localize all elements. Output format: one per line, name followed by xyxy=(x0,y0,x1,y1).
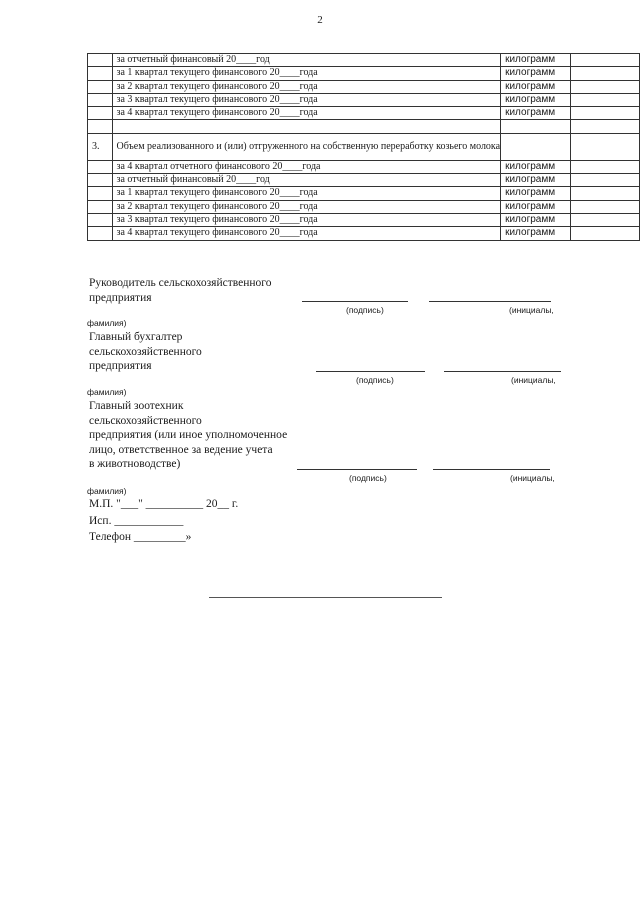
surname-caption: фамилия) xyxy=(87,486,127,496)
row-text-cell: за 4 квартал текущего финансового 20____года xyxy=(112,107,501,120)
row-unit-cell: килограмм xyxy=(501,107,571,120)
row-value-cell xyxy=(571,93,640,106)
row-value-cell xyxy=(571,200,640,213)
row-unit-cell: килограмм xyxy=(501,93,571,106)
row-unit-cell xyxy=(501,120,571,133)
executor-line: Исп. ____________ xyxy=(89,515,184,527)
signer-accountant-label: Главный бухгалтер сельскохозяйственного предприятия xyxy=(89,331,202,372)
row-value-cell xyxy=(571,67,640,80)
row-number-cell xyxy=(88,93,113,106)
surname-caption: фамилия) xyxy=(87,318,127,328)
row-number-cell xyxy=(88,200,113,213)
signature-caption: (подпись) xyxy=(356,375,394,385)
row-text-cell: за отчетный финансовый 20____год xyxy=(112,174,501,187)
row-unit-cell: килограмм xyxy=(501,187,571,200)
row-value-cell xyxy=(571,187,640,200)
row-value-cell xyxy=(571,120,640,133)
row-text-cell: за 1 квартал текущего финансового 20____года xyxy=(112,187,501,200)
row-number-cell xyxy=(88,213,113,226)
row-text-cell xyxy=(112,120,501,133)
signer-zootech-label: Главный зоотехник сельскохозяйственного предприятия (или иное уполномоченное лицо, ответственное за ведение учета в животноводстве) xyxy=(89,400,288,470)
table-row xyxy=(88,67,640,80)
table-row xyxy=(88,213,640,226)
row-unit-cell: килограмм xyxy=(501,227,571,240)
row-value-cell xyxy=(571,80,640,93)
row-unit-cell: килограмм xyxy=(501,160,571,173)
phone-line: Телефон _________» xyxy=(89,531,192,543)
row-unit-cell: килограмм xyxy=(501,54,571,67)
row-number-cell: 3. xyxy=(88,133,113,160)
row-text-cell: за отчетный финансовый 20____год xyxy=(112,54,501,67)
table-row xyxy=(88,54,640,67)
row-value-cell xyxy=(571,160,640,173)
row-number-cell xyxy=(88,80,113,93)
row-text-cell: за 4 квартал текущего финансового 20____года xyxy=(112,227,501,240)
row-value-cell xyxy=(571,174,640,187)
row-number-cell xyxy=(88,160,113,173)
row-text-cell: Объем реализованного и (или) отгруженного на собственную переработку козьего молока xyxy=(112,133,501,160)
row-text-cell: за 1 квартал текущего финансового 20____года xyxy=(112,67,501,80)
initials-line xyxy=(429,301,551,302)
row-number-cell xyxy=(88,187,113,200)
table-row xyxy=(88,200,640,213)
row-value-cell xyxy=(571,133,640,160)
table-row xyxy=(88,187,640,200)
signer-head-label: Руководитель сельскохозяйственного предприятия xyxy=(89,277,272,304)
table-row xyxy=(88,80,640,93)
initials-line xyxy=(444,371,561,372)
initials-caption: (инициалы, xyxy=(510,473,555,483)
row-number-cell xyxy=(88,174,113,187)
table-row xyxy=(88,227,640,240)
signature-line xyxy=(302,301,408,302)
row-number-cell xyxy=(88,120,113,133)
signature-caption: (подпись) xyxy=(346,305,384,315)
row-text-cell: за 3 квартал текущего финансового 20____года xyxy=(112,213,501,226)
row-number-cell xyxy=(88,54,113,67)
report-table xyxy=(87,53,640,241)
row-unit-cell: килограмм xyxy=(501,200,571,213)
row-unit-cell xyxy=(501,133,571,160)
row-value-cell xyxy=(571,227,640,240)
row-value-cell xyxy=(571,213,640,226)
stamp-date-line: М.П. "___" __________ 20__ г. xyxy=(89,498,239,510)
table-row xyxy=(88,174,640,187)
row-unit-cell: килограмм xyxy=(501,80,571,93)
row-text-cell: за 3 квартал текущего финансового 20____года xyxy=(112,93,501,106)
signature-caption: (подпись) xyxy=(349,473,387,483)
row-unit-cell: килограмм xyxy=(501,174,571,187)
signature-line xyxy=(297,469,417,470)
table-row xyxy=(88,120,640,133)
row-value-cell xyxy=(571,107,640,120)
table-row xyxy=(88,93,640,106)
row-number-cell xyxy=(88,227,113,240)
row-number-cell xyxy=(88,107,113,120)
row-number-cell xyxy=(88,67,113,80)
table-row xyxy=(88,107,640,120)
signature-line xyxy=(316,371,425,372)
row-text-cell: за 2 квартал текущего финансового 20____года xyxy=(112,200,501,213)
surname-caption: фамилия) xyxy=(87,387,127,397)
row-text-cell: за 4 квартал отчетного финансового 20____года xyxy=(112,160,501,173)
initials-caption: (инициалы, xyxy=(509,305,554,315)
table-row xyxy=(88,133,640,160)
initials-caption: (инициалы, xyxy=(511,375,556,385)
row-value-cell xyxy=(571,54,640,67)
row-unit-cell: килограмм xyxy=(501,67,571,80)
initials-line xyxy=(433,469,550,470)
row-unit-cell: килограмм xyxy=(501,213,571,226)
end-divider xyxy=(209,597,442,598)
row-text-cell: за 2 квартал текущего финансового 20____года xyxy=(112,80,501,93)
table-row xyxy=(88,160,640,173)
page-number: 2 xyxy=(317,14,323,26)
